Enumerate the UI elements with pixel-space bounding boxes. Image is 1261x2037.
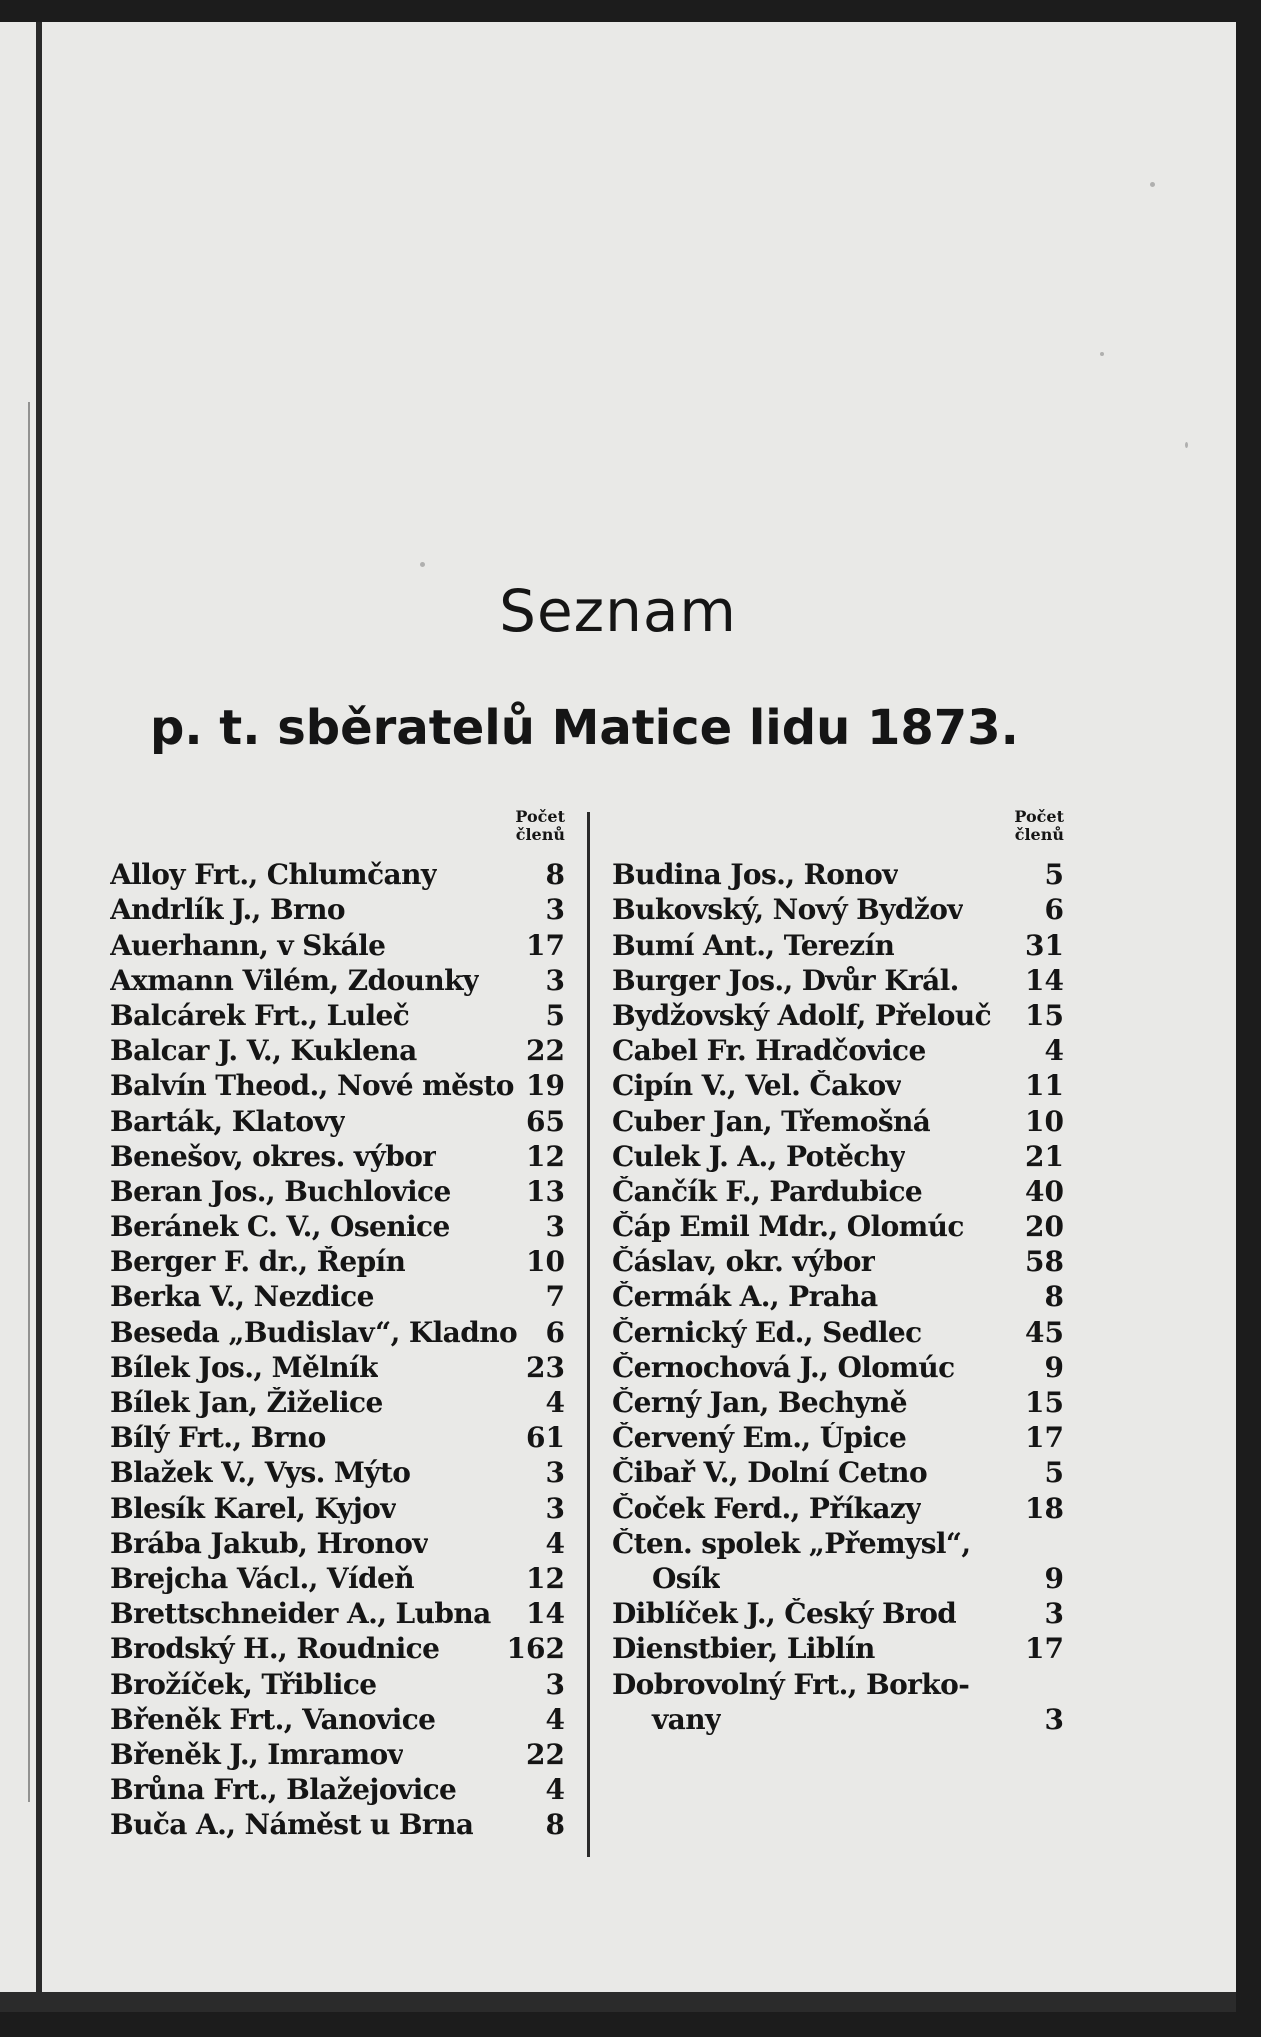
member-count: 22	[526, 1034, 565, 1068]
member-count: 3	[545, 963, 565, 997]
member-count: 11	[1025, 1069, 1064, 1103]
member-count: 40	[1025, 1174, 1064, 1208]
collector-name: Beran Jos., Buchlovice	[110, 1175, 451, 1208]
collector-name: Černý Jan, Bechyně	[612, 1387, 907, 1419]
list-item	[612, 1489, 1064, 1524]
member-count: 4	[1044, 1034, 1064, 1068]
member-count: 45	[1025, 1315, 1064, 1349]
column-divider	[587, 812, 590, 1857]
list-item	[110, 1032, 565, 1067]
member-count: 6	[545, 1315, 565, 1349]
list-item	[110, 1243, 565, 1278]
collector-name: Budina Jos., Ronov	[612, 859, 898, 892]
collector-name: Berka V., Nezdice	[110, 1281, 374, 1314]
collector-name: Brejcha Václ., Vídeň	[110, 1562, 414, 1595]
list-item	[110, 1102, 565, 1137]
member-count: 8	[545, 858, 565, 892]
collector-name: Čoček Ferd., Příkazy	[612, 1492, 921, 1525]
collector-name: Čibař V., Dolní Cetno	[612, 1457, 928, 1490]
collector-name: Bílek Jan, Žiželice	[110, 1387, 383, 1419]
collector-name: Dienstbier, Liblín	[612, 1633, 875, 1666]
list-item	[612, 1384, 1064, 1419]
member-count: 9	[1044, 1350, 1064, 1384]
list-item	[110, 1489, 565, 1524]
collector-name: Černický Ed., Sedlec	[612, 1316, 922, 1349]
list-item	[110, 1419, 565, 1454]
member-count: 18	[1025, 1491, 1064, 1525]
collector-name: Osík	[652, 1562, 720, 1595]
list-column-left	[110, 808, 565, 1841]
list-item	[612, 1313, 1064, 1348]
member-count: 3	[545, 1456, 565, 1490]
list-item	[110, 891, 565, 926]
list-item	[110, 1806, 565, 1841]
count-header: Počet členů	[515, 807, 565, 844]
member-count: 12	[526, 1139, 565, 1173]
list-item	[110, 1771, 565, 1806]
member-count: 3	[545, 1210, 565, 1244]
count-header: Počet členů	[1014, 807, 1064, 844]
member-count: 7	[545, 1280, 565, 1314]
member-count: 162	[506, 1632, 565, 1666]
collector-name: Balvín Theod., Nové město	[110, 1070, 514, 1103]
page-subtitle: p. t. sběratelů Matice lidu 1873.	[150, 700, 1019, 756]
member-count: 5	[1044, 858, 1064, 892]
collector-name: Černochová J., Olomúc	[612, 1351, 955, 1384]
member-count: 61	[526, 1421, 565, 1455]
list-item	[612, 1032, 1064, 1067]
member-count: 4	[545, 1526, 565, 1560]
member-count: 3	[545, 1491, 565, 1525]
list-item	[110, 856, 565, 891]
collector-name: Brettschneider A., Lubna	[110, 1598, 491, 1631]
list-item	[612, 1595, 1064, 1630]
collector-name: Beseda „Budislav“, Kladno	[110, 1316, 518, 1349]
collector-name: Brodský H., Roudnice	[110, 1633, 440, 1666]
member-count: 31	[1025, 928, 1064, 962]
collector-name: Andrlík J., Brno	[110, 894, 346, 927]
member-count: 4	[545, 1386, 565, 1419]
collector-name: Balcárek Frt., Luleč	[110, 999, 410, 1032]
list-item	[612, 1278, 1064, 1313]
member-count: 10	[526, 1245, 565, 1279]
collector-name: Burger Jos., Dvůr Král.	[612, 964, 959, 997]
list-item	[612, 997, 1064, 1032]
member-count: 8	[1044, 1280, 1064, 1314]
member-count: 15	[1025, 1386, 1064, 1419]
collector-name: Čten. spolek „Přemysl“,	[612, 1527, 971, 1560]
list-item	[110, 1665, 565, 1700]
list-item	[612, 891, 1064, 926]
list-item	[110, 1138, 565, 1173]
list-item	[110, 1173, 565, 1208]
collector-name: vany	[652, 1703, 721, 1736]
list-item	[612, 1173, 1064, 1208]
member-count: 58	[1025, 1245, 1064, 1279]
member-count: 6	[1044, 893, 1064, 927]
member-count: 15	[1025, 998, 1064, 1032]
list-item	[612, 1243, 1064, 1278]
list-item	[110, 1525, 565, 1560]
list-item	[110, 1630, 565, 1665]
member-count: 5	[1044, 1456, 1064, 1490]
collector-name: Berger F. dr., Řepín	[110, 1246, 406, 1279]
member-count: 3	[1044, 1702, 1064, 1736]
list-item	[612, 1349, 1064, 1384]
list-item	[612, 1525, 1064, 1560]
page-bottom-edge	[0, 1992, 1236, 2012]
collector-name: Blažek V., Vys. Mýto	[110, 1457, 411, 1490]
member-count: 14	[526, 1597, 565, 1631]
document-page	[0, 22, 1236, 2012]
list-item	[110, 997, 565, 1032]
list-item	[612, 1208, 1064, 1243]
member-count: 8	[545, 1808, 565, 1842]
member-count: 9	[1044, 1561, 1064, 1595]
member-count: 20	[1025, 1210, 1064, 1244]
collector-name: Bílý Frt., Brno	[110, 1422, 326, 1455]
collector-name: Diblíček J., Český Brod	[612, 1598, 957, 1631]
member-count: 4	[545, 1773, 565, 1807]
list-item	[110, 962, 565, 997]
list-item	[110, 1384, 565, 1419]
list-item	[110, 1595, 565, 1630]
collector-name: Cipín V., Vel. Čakov	[612, 1070, 902, 1103]
list-item	[110, 1349, 565, 1384]
collector-name: Cabel Fr. Hradčovice	[612, 1035, 926, 1068]
collector-name: Čáp Emil Mdr., Olomúc	[612, 1211, 964, 1244]
collector-name: Brožíček, Třiblice	[110, 1668, 377, 1701]
collector-name: Čáslav, okr. výbor	[612, 1246, 875, 1279]
list-item	[612, 1630, 1064, 1665]
collector-name: Buča A., Náměst u Brna	[110, 1809, 474, 1842]
list-item	[110, 1701, 565, 1736]
member-count: 5	[545, 998, 565, 1032]
member-count: 22	[526, 1737, 565, 1771]
member-count: 12	[526, 1561, 565, 1595]
list-item	[612, 926, 1064, 961]
member-count: 14	[1025, 963, 1064, 997]
collector-name: Bukovský, Nový Bydžov	[612, 894, 963, 927]
collector-name: Barták, Klatovy	[110, 1105, 345, 1138]
collector-name: Bumí Ant., Terezín	[612, 929, 895, 962]
collector-name: Auerhann, v Skále	[110, 929, 386, 962]
list-item	[110, 1278, 565, 1313]
page-edge-rule	[36, 22, 42, 2012]
list-item	[110, 1736, 565, 1771]
collector-name: Balcar J. V., Kuklena	[110, 1035, 417, 1068]
list-item	[110, 1560, 565, 1595]
collector-name: Bílek Jos., Mělník	[110, 1351, 378, 1384]
collector-name: Brůna Frt., Blažejovice	[110, 1774, 457, 1807]
collector-name: Brába Jakub, Hronov	[110, 1527, 429, 1560]
collector-name: Blesík Karel, Kyjov	[110, 1492, 396, 1525]
collector-name: Cuber Jan, Třemošná	[612, 1105, 931, 1138]
collector-name: Čermák A., Praha	[612, 1281, 878, 1314]
page-title: Seznam	[499, 577, 737, 645]
list-item	[612, 856, 1064, 891]
member-count: 10	[1025, 1104, 1064, 1138]
member-count: 3	[545, 1667, 565, 1701]
collector-name: Bydžovský Adolf, Přelouč	[612, 999, 992, 1032]
collector-name: Axmann Vilém, Zdounky	[110, 964, 479, 997]
member-count: 3	[545, 893, 565, 927]
list-item	[110, 1067, 565, 1102]
member-count: 13	[526, 1174, 565, 1208]
member-count: 3	[1044, 1597, 1064, 1631]
list-item	[110, 1208, 565, 1243]
list-column-right	[612, 808, 1064, 1736]
collector-name: Břeněk Frt., Vanovice	[110, 1703, 436, 1736]
collector-name: Břeněk J., Imramov	[110, 1738, 404, 1771]
collector-name: Dobrovolný Frt., Borko-	[612, 1668, 970, 1701]
paper-speck	[420, 562, 425, 567]
paper-speck	[1100, 352, 1104, 356]
member-count: 4	[545, 1702, 565, 1736]
member-count: 17	[526, 928, 565, 962]
list-item	[612, 1701, 1064, 1736]
member-count: 17	[1025, 1632, 1064, 1666]
list-item	[612, 1560, 1064, 1595]
collector-name: Čančík F., Pardubice	[612, 1175, 923, 1208]
list-item	[612, 1665, 1064, 1700]
collector-name: Beránek C. V., Osenice	[110, 1211, 450, 1244]
member-count: 65	[526, 1104, 565, 1138]
paper-speck	[1150, 182, 1155, 187]
member-count: 19	[526, 1069, 565, 1103]
list-item	[110, 1454, 565, 1489]
paper-speck	[1185, 442, 1188, 448]
entries	[612, 856, 1064, 1736]
member-count: 23	[526, 1350, 565, 1384]
member-count: 17	[1025, 1421, 1064, 1455]
collector-name: Benešov, okres. výbor	[110, 1140, 437, 1173]
list-item	[110, 1313, 565, 1348]
collector-name: Culek J. A., Potěchy	[612, 1140, 906, 1173]
list-item	[612, 962, 1064, 997]
list-item	[612, 1138, 1064, 1173]
collector-name: Alloy Frt., Chlumčany	[110, 859, 437, 892]
member-count: 21	[1025, 1139, 1064, 1173]
collector-name: Červený Em., Úpice	[612, 1422, 907, 1455]
list-item	[612, 1102, 1064, 1137]
list-item	[612, 1454, 1064, 1489]
list-item	[110, 926, 565, 961]
entries	[110, 856, 565, 1841]
list-item	[612, 1067, 1064, 1102]
list-item	[612, 1419, 1064, 1454]
